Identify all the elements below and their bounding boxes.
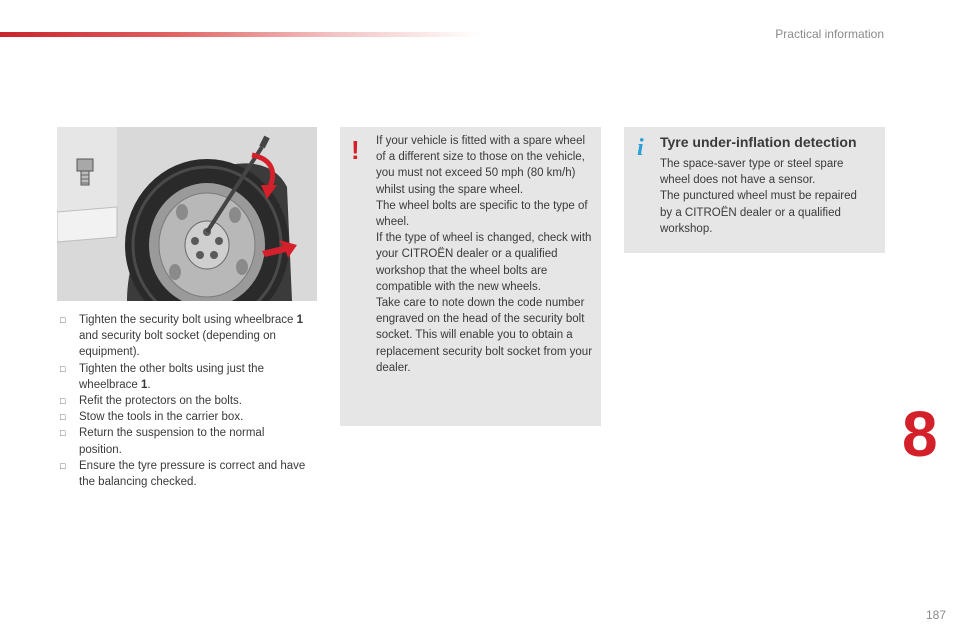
- list-item: □ Tighten the security bolt using wheelbrace 1 and security bolt socket (depending on equipment).: [60, 314, 303, 359]
- checkbox-bullet-icon: □: [60, 396, 66, 407]
- checkbox-bullet-icon: □: [60, 363, 66, 374]
- info-panel: [624, 127, 885, 253]
- list-item: □ Return the suspension to the normal position.: [60, 427, 265, 456]
- info-title: Tyre under-inflation detection: [660, 134, 857, 150]
- warning-paragraph: Take care to note down the code number engraved on the head of the security bolt socket. This will enable you to obtain a replacement security bolt socket from your dealer.: [376, 297, 593, 374]
- list-item: □ Tighten the other bolts using just the wheelbrace 1.: [60, 362, 264, 391]
- checkbox-bullet-icon: □: [60, 460, 66, 471]
- list-item: □ Ensure the tyre pressure is correct and have the balancing checked.: [60, 459, 306, 489]
- list-item: □ Stow the tools in the carrier box.: [60, 409, 310, 425]
- warning-panel: [340, 127, 601, 426]
- warning-paragraph: If the type of wheel is changed, check with your CITROËN dealer or a qualified workshop that the wheel bolts are compatible with the new wheels.: [376, 232, 592, 293]
- section-title: Practical information: [775, 27, 884, 41]
- info-paragraph: The space-saver type or steel spare wheel does not have a sensor.: [660, 158, 844, 187]
- checkbox-bullet-icon: □: [60, 412, 66, 423]
- page-number: 187: [925, 608, 946, 622]
- info-paragraph: The punctured wheel must be repaired by a CITROËN dealer or a qualified workshop.: [660, 190, 857, 235]
- checkbox-bullet-icon: □: [60, 428, 66, 439]
- warning-paragraph: The wheel bolts are specific to the type of wheel.: [376, 199, 588, 229]
- chapter-number: 8: [902, 398, 938, 470]
- warning-paragraph: If your vehicle is fitted with a spare wheel of a different size to those on the vehicle, you must not exceed 50 mph (80 km/h) whilst using the spare wheel.: [376, 135, 586, 196]
- header-accent-bar: [0, 32, 480, 37]
- wheel-bolts-illustration: [57, 127, 317, 301]
- info-text: [660, 156, 872, 237]
- warning-text: [376, 133, 594, 376]
- exclamation-icon: !: [351, 135, 360, 165]
- info-icon: i: [637, 135, 644, 161]
- instruction-steps: [60, 312, 310, 490]
- list-item: □ Refit the protectors on the bolts.: [60, 393, 310, 409]
- checkbox-bullet-icon: □: [60, 315, 66, 325]
